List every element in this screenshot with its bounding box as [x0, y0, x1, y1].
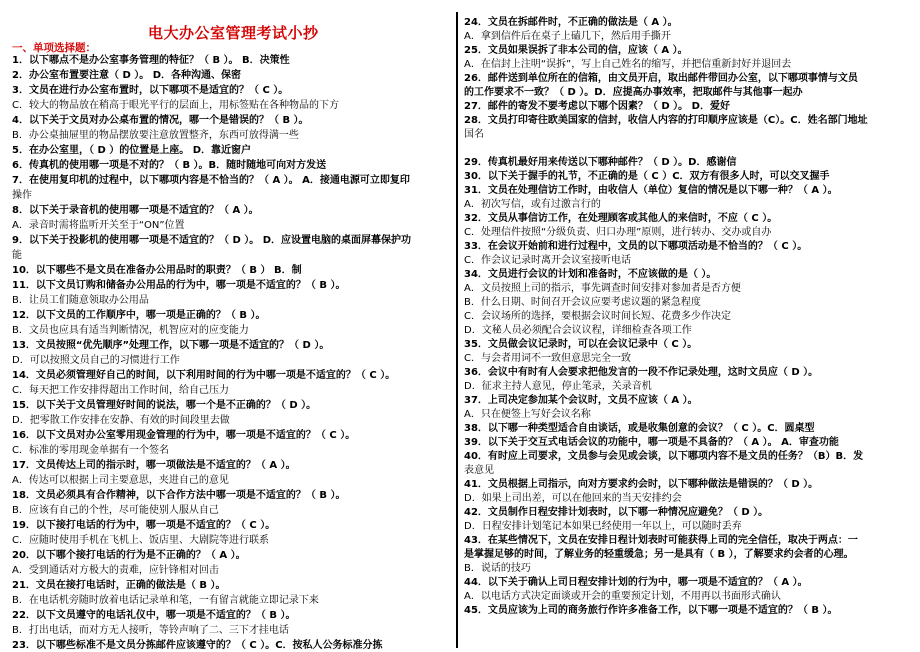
- answer-line: A．录音时需将监听开关至于“ON”位置: [12, 220, 185, 231]
- question-line: 15．以下关于文员管理好时间的说法，哪一个是不正确的？（ D ）。: [12, 400, 317, 411]
- answer-line: B．办公桌抽屉里的物品摆放要注意放置整齐，东西可放得满一些: [12, 130, 299, 141]
- answer-line: D．日程安排计划笔记本如果已经使用一年以上，可以随时丢弃: [464, 521, 742, 532]
- question-line: 6．传真机的使用哪一项是不对的？（ B ）。B．随时随地可向对方发送: [12, 160, 327, 171]
- section-heading: 一、单项选择题：: [12, 42, 96, 54]
- question-line: 10．以下哪些不是文员在准备办公用品时的职责？（ B ） B．制: [12, 265, 302, 276]
- question-line: 41．文员根据上司指示，向对方要求约会时，以下哪种做法是错误的？（ D ）。: [464, 479, 819, 490]
- question-line: 33．在会议开始前和进行过程中，文员的以下哪项活动是不恰当的？（ C ）。: [464, 241, 808, 252]
- answer-line: B．在电话机旁随时放着电话记录单和笔，一有留言就能立即记录下来: [12, 595, 319, 606]
- answer-line: A．初次写信，或有过激言行的: [464, 199, 601, 210]
- question-line: 18．文员必须具有合作精神，以下合作方法中哪一项是不适宜的？（ B ）。: [12, 490, 346, 501]
- answer-line: B．文员也应具有适当判断情况，机智应对的应变能力: [12, 325, 249, 336]
- answer-line: 能: [12, 250, 22, 261]
- question-line: 27．邮件的寄发不要考虑以下哪个因素？（ D ）。 D．爱好: [464, 101, 730, 112]
- question-line: 8．以下关于录音机的使用哪一项是不适宜的？（ A ）。: [12, 205, 259, 216]
- page-title: 电大办公室管理考试小抄: [148, 24, 319, 42]
- question-line: 9．以下关于投影机的使用哪一项是不适宜的？（ D ）。 D．应设置电脑的桌面屏幕保护功: [12, 235, 412, 246]
- question-line: 16．以下文员对办公室零用现金管理的行为中，哪一项是不适宜的？（ C ）。: [12, 430, 356, 441]
- question-line: 42．文员制作日程安排计划表时，以下哪一种情况应避免？（ D ）。: [464, 507, 769, 518]
- answer-line: C．会议场所的选择，要根据会议时间长短、花费多少作决定: [464, 311, 731, 322]
- question-line: 34．文员进行会议的计划和准备时，不应该做的是（ ）。: [464, 269, 717, 280]
- question-line: 13．文员按照“优先顺序”处理工作，以下哪一项是不适宜的？（ D ）。: [12, 340, 330, 351]
- answer-line: B．应该有自己的个性，尽可能使别人服从自己: [12, 505, 219, 516]
- question-line: 是掌握足够的时间，了解业务的轻重缓急；另一是具有（ B ），了解要求约会者的心理。: [464, 549, 854, 560]
- answer-line: A．拿到信件后在桌子上磕几下，然后用手撕开: [464, 31, 671, 42]
- answer-line: A．受到通话对方极大的责难，应针锋相对回击: [12, 565, 219, 576]
- question-line: 44．以下关于确认上司日程安排计划的行为中，哪一项是不适宜的？（ A ）。: [464, 577, 808, 588]
- question-line: 12．以下文员的工作顺序中，哪一项是正确的？（ B ）。: [12, 310, 266, 321]
- question-line: 21．文员在接打电话时，正确的做法是（ B ）。: [12, 580, 226, 591]
- question-line: 30．以下关于握手的礼节，不正确的是（ C ）C．双方有很多人时，可以交叉握手: [464, 171, 830, 182]
- answer-line: D．把零散工作安排在安静、有效的时间段里去做: [12, 415, 230, 426]
- question-line: 7．在使用复印机的过程中，以下哪项内容是不恰当的？（ A ）。 A．接通电源可立即复印: [12, 175, 410, 186]
- question-line: 38．以下哪一种类型适合自由谈话，或是收集创意的会议？（ C ）。C．圆桌型: [464, 423, 815, 434]
- question-line: 25．文员如果误拆了非本公司的信，应该（ A ）。: [464, 45, 688, 56]
- answer-line: C．应随时使用手机在飞机上、饭店里、大剧院等进行联系: [12, 535, 269, 546]
- answer-line: C．处理信件按照“分级负责、归口办理”原则，进行转办、交办或自办: [464, 227, 772, 238]
- answer-line: C．较大的物品放在稍高于眼光平行的层面上，用标签贴在各种物品的下方: [12, 100, 339, 111]
- answer-line: C．作会议记录时离开会议室接听电话: [464, 255, 631, 266]
- question-line: 22．以下文员遵守的电话礼仪中，哪一项是不适宜的？（ B ）。: [12, 610, 296, 621]
- question-line: 20．以下哪个接打电话的行为是不正确的？（ A ）。: [12, 550, 246, 561]
- answer-line: C．每天把工作安排得超出工作时间，给自己压力: [12, 385, 229, 396]
- answer-line: B．打出电话，而对方无人接听，等铃声响了二、三下才挂电话: [12, 625, 289, 636]
- question-line: 23．以下哪些标准不是文员分拣邮件应该遵守的？（ C ）。C．按私人公务标准分拣: [12, 640, 383, 651]
- answer-line: 表意见: [464, 465, 494, 476]
- question-line: 32．文员从事信访工作，在处理顾客或其他人的来信时，不应（ C ）。: [464, 213, 778, 224]
- answer-line: 操作: [12, 190, 32, 201]
- question-line: 31．文员在处理信访工作时，由收信人（单位）复信的情况是以下哪一种？（ A ）。: [464, 185, 838, 196]
- question-line: 11．以下文员订购和储备办公用品的行为中，哪一项是不适宜的？（ B ）。: [12, 280, 346, 291]
- answer-line: D．文秘人员必须配合会议议程，详细检查各项工作: [464, 325, 692, 336]
- answer-line: B．让员工们随意领取办公用品: [12, 295, 149, 306]
- answer-line: D．如果上司出差，可以在他回来的当天安排约会: [464, 493, 682, 504]
- question-line: 26．邮件送到单位所在的信箱，由文员开启，取出邮件带回办公室，以下哪项事情与文员: [464, 73, 858, 84]
- question-line: 37．上司决定参加某个会议时，文员不应该（ A ）。: [464, 395, 698, 406]
- question-line: 35．文员做会议记录时，可以在会议记录中（ C ）。: [464, 339, 698, 350]
- question-line: 17．文员传达上司的指示时，哪一项做法是不适宜的？（ A ）。: [12, 460, 296, 471]
- answer-line: A．以电话方式决定面谈或开会的重要预定计划，不用再以书面形式确认: [464, 591, 781, 602]
- question-line: 的工作要求不一致？（ D ）。D．应提高办事效率，把取邮件与其他事一起办: [464, 87, 803, 98]
- question-line: 3．文员在进行办公室布置时，以下哪项不是适宜的？（ C ）。: [12, 85, 289, 96]
- question-line: 43．在某些情况下，文员在安排日程计划表时可能获得上司的完全信任，取决于两点：一: [464, 535, 858, 546]
- question-line: 19．以下接打电话的行为中，哪一项是不适宜的？（ C ）。: [12, 520, 276, 531]
- answer-line: A．只在便签上写好会议名称: [464, 409, 591, 420]
- answer-line: D．征求主持人意见，停止笔录，关录音机: [464, 381, 652, 392]
- answer-line: 国名: [464, 129, 484, 140]
- answer-line: B．什么日期、时间召开会议应要考虑议题的紧急程度: [464, 297, 701, 308]
- question-line: 2．办公室布置要注意（ D ）。 D．各种沟通、保密: [12, 70, 242, 81]
- answer-line: C．标准的零用现金单据有一个签名: [12, 445, 169, 456]
- question-line: 5．在办公室里，（ D ）的位置是上座。 D．靠近窗户: [12, 145, 252, 156]
- answer-line: A．在信封上注明“误拆”，写上自己姓名的缩写，并把信重新封好并退回去: [464, 59, 792, 70]
- answer-line: B．说话的技巧: [464, 563, 531, 574]
- question-line: 1．以下哪点不是办公室事务管理的特征？（ B ）。 B．决策性: [12, 55, 290, 66]
- column-divider: [456, 12, 458, 648]
- answer-line: A．文员按照上司的指示，事先调查时间安排对参加者是否方便: [464, 283, 741, 294]
- question-line: 4．以下关于文员对办公桌布置的情况，哪一个是错误的？（ B ）。: [12, 115, 309, 126]
- answer-line: A．传达可以根据上司主要意思，夹进自己的意见: [12, 475, 229, 486]
- question-line: 36．会议中有时有人会要求把他发言的一段不作记录处理，这时文员应（ D ）。: [464, 367, 819, 378]
- question-line: 14．文员必须管理好自己的时间，以下利用时间的行为中哪一项是不适宜的？（ C ）。: [12, 370, 396, 381]
- question-line: 29．传真机最好用来传送以下哪种邮件？（ D ）。D．感谢信: [464, 157, 737, 168]
- question-line: 45．文员应该为上司的商务旅行作许多准备工作，以下哪一项是不适宜的？（ B ）。: [464, 605, 838, 616]
- answer-line: C．与会者用词不一致但意思完全一致: [464, 353, 631, 364]
- question-line: 24．文员在拆邮件时，不正确的做法是（ A ）。: [464, 17, 678, 28]
- question-line: 40．有时应上司要求，文员参与会见或会谈，以下哪项内容不是文员的任务？（B）B．发: [464, 451, 864, 462]
- question-line: 39．以下关于交互式电话会议的功能中，哪一项是不具备的？（ A ）。 A．审查功能: [464, 437, 839, 448]
- question-line: 28．文员打印寄往欧美国家的信封，收信人内容的打印顺序应该是（C）。C．姓名部门地址: [464, 115, 868, 126]
- answer-line: D．可以按照文员自己的习惯进行工作: [12, 355, 180, 366]
